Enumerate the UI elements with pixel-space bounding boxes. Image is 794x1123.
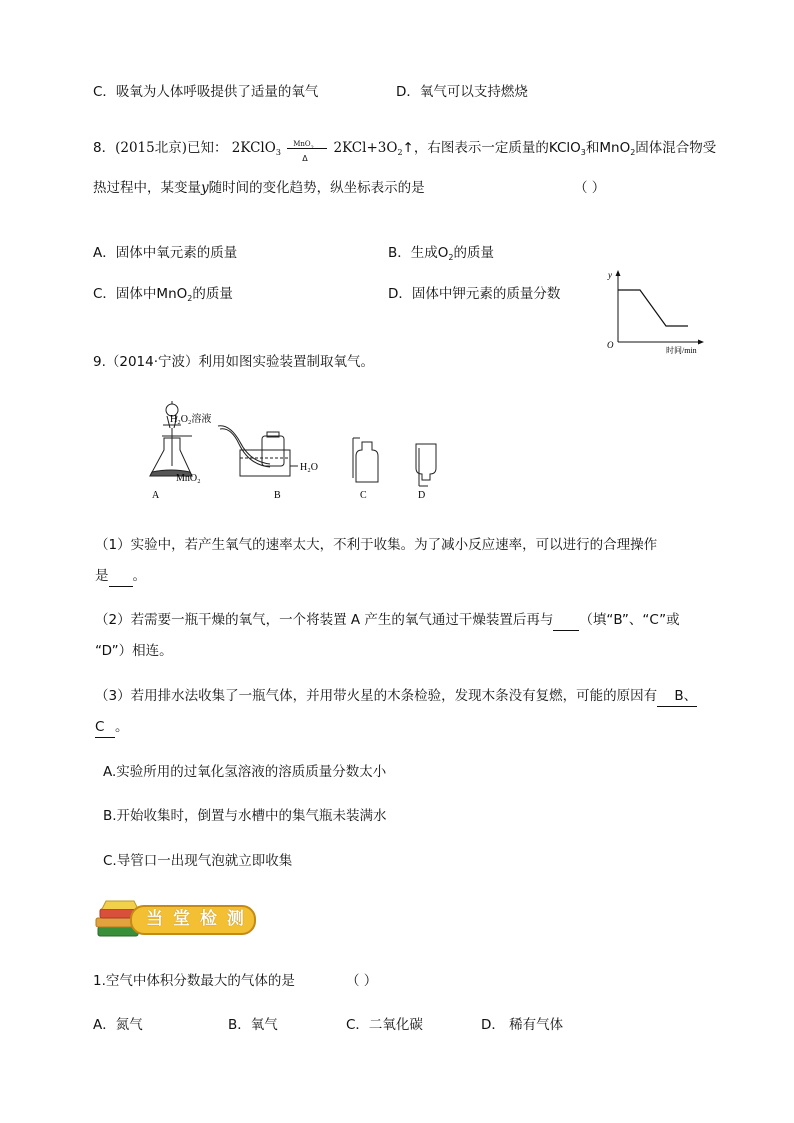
q9-part3-line1: （3）若用排水法收集了一瓶气体，并用带火星的木条检验，发现木条没有复燃，可能的原因有 B、 (95, 686, 697, 707)
q9-option-c: C.导管口一出现气泡就立即收集 (103, 853, 293, 869)
check-q1-stem: 1.空气中体积分数最大的气体的是 (93, 973, 295, 989)
apparatus-d (416, 444, 436, 486)
q9-part1-line1: （1）实验中，若产生氧气的速率太大，不利于收集。为了减小反应速率，可以进行的合理操作 (95, 537, 658, 553)
q9-part2-line2: “D”）相连。 (95, 643, 173, 659)
q9-option-a: A.实验所用的过氧化氢溶液的溶质质量分数太小 (103, 764, 387, 780)
q8-answer-paren: （ ） (574, 180, 606, 196)
q9-part3-line2: C 。 (95, 717, 129, 738)
h2o2-label: H₂O₂溶液 (170, 414, 212, 425)
water-label: H₂O (300, 462, 318, 473)
answer-blank[interactable] (109, 566, 133, 587)
q8-trend-graph (600, 266, 710, 356)
answer-blank[interactable] (553, 610, 579, 631)
graph-x-label: 时间/min (666, 346, 697, 355)
apparatus-c (353, 438, 378, 482)
q8-option-c: C．固体中MnO$_2$的质量 (93, 286, 233, 303)
apparatus-a (150, 401, 192, 476)
q9-title: 9.（2014·宁波）利用如图实验装置制取氧气。 (93, 354, 375, 370)
q9-option-b: B.开始收集时，倒置与水槽中的集气瓶未装满水 (103, 808, 387, 824)
label-c: C (360, 490, 367, 501)
answer-filled: B、 (657, 686, 697, 707)
q9-apparatus-figure (120, 398, 450, 508)
q9-part1-line2: 是 。 (95, 566, 146, 587)
label-a: A (152, 490, 160, 501)
q8-reactant: 2KClO$_3$ (231, 140, 281, 157)
q8-number: 8． (93, 140, 116, 156)
graph-origin: O (607, 340, 614, 350)
q8-product: $2KCl+3O_2$ (333, 140, 403, 157)
q8-lead: 已知： (186, 140, 228, 156)
check-q1-option-a: A．氮气 (93, 1017, 143, 1033)
q8-stem-line1: 8．(2015北京)已知： 2KClO$_3$ MnO$_2$ Δ $2KCl+3O_2↑$，右图表示一定质量的KClO$_3$和MnO$_2$固体混合物受 (93, 140, 717, 163)
q8-option-a: A．固体中氧元素的质量 (93, 245, 238, 261)
label-d: D (418, 490, 426, 501)
mno2-label: MnO₂ (176, 473, 201, 484)
answer-filled-cont: C (95, 717, 115, 738)
apparatus-b (218, 426, 298, 476)
q7-option-c: C．吸氧为人体呼吸提供了适量的氧气 (93, 84, 319, 100)
trend-line (618, 290, 688, 326)
gas-arrow-icon: ↑ (402, 140, 414, 156)
section-title: 当 堂 检 测 (146, 909, 246, 929)
q8-stem-line2: 热过程中，某变量y随时间的变化趋势，纵坐标表示的是 (93, 180, 425, 196)
q8-source: (2015北京) (115, 140, 187, 156)
label-b: B (274, 490, 281, 501)
q9-part2-line1: （2）若需要一瓶干燥的氧气，一个将装置 A 产生的氧气通过干燥装置后再与 （填“B”、“C”或 (95, 610, 680, 631)
q7-option-d: D．氧气可以支持燃烧 (396, 84, 528, 100)
section-banner (94, 899, 256, 939)
check-q1-option-b: B．氧气 (228, 1017, 278, 1033)
check-q1-option-c: C．二氧化碳 (346, 1017, 423, 1033)
check-q1-option-d: D． 稀有气体 (481, 1017, 564, 1033)
q8-option-d: D．固体中钾元素的质量分数 (388, 286, 561, 302)
check-q1-paren: （ ） (346, 973, 378, 989)
q8-reaction-arrow: MnO$_2$ Δ (285, 138, 329, 158)
q8-option-b: B．生成$O_2$的质量 (388, 245, 494, 262)
graph-y-label: y (608, 270, 612, 280)
